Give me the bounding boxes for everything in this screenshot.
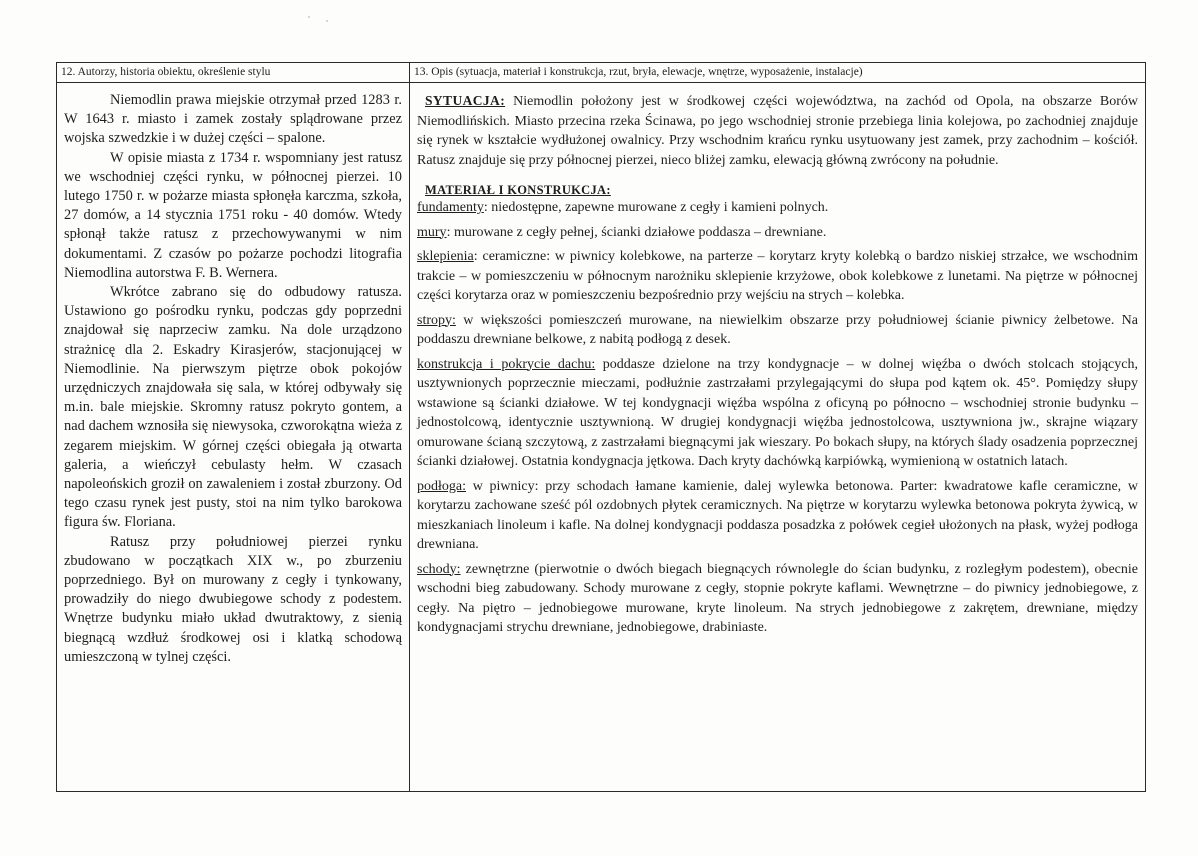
material-item [417,247,1138,306]
item-label: schody: [417,561,461,577]
item-text: w większości pomieszczeń murowane, na niewielkim obszarze przy południowej ścianie piwnicy żelbetowe. Na poddaszu drewniane belkowe, z nabitą podłogą z desek. [417,312,1138,347]
scan-speck [326,20,328,22]
item-label: konstrukcja i pokrycie dachu: [417,356,596,372]
material-item [417,198,1138,218]
item-text: : niedostępne, zapewne murowane z cegły i kamieni polnych. [483,200,829,215]
item-text: : murowane z cegły pełnej, ścianki działowe poddasza – drewniane. [446,224,827,240]
form-table [56,62,1146,792]
item-label: mury [417,224,447,240]
material-heading [417,182,1138,198]
item-text: poddasze dzielone na trzy kondygnacje – w dolnej więźba o dwóch stolcach stojących, usztywnionych poprzecznie mieczami, podłużnie zastrzałami przylegającymi do słupa pod kątem ok. 45°. Pomiędzy słupy wstawione są ścianki działowe. W tej kondygnacji więźba wspólna z oficyną po północno – wschodniej stronie budynku – jednostolcową, identycznie usztywnioną. W drugiej kondygnacji więźba jednostolcowa, usztywniona jw., skrajne wiązary omurowane ścianą szczytową, z zastrzałami biegnącymi jak wieszary. Po bokach słupy, na których ślady osadzenia poprzecznej ścianki działowej. Ostatnia kondygnacja jętkowa. Dach kryty dachówką karpiówką, wymienioną w ostatnich latach. [417,356,1138,469]
description-column [410,63,1145,791]
item-text: w piwnicy: przy schodach łamane kamienie, dalej wylewka betonowa. Parter: kwadratowe kafle ceramiczne, w korytarzu zachowane sześć pól ozdobnych płytek ceramicznych. Na piętrze w korytarzu wylewka betonowa pokryta żywicą, w mieszkaniach linoleum i kafle. Na dolnej kondygnacji poddasza posadzka z połówek cegieł ułożonych na płask, wyżej podłoga drewniana. [417,478,1138,552]
description-body [410,83,1145,791]
situation-text: Niemodlin położony jest w środkowej części województwa, na zachód od Opola, na obszarze Borów Niemodlińskich. Miasto przecina rzeka Ścinawa, po jego wschodniej stronie przebiega linia kolejowa, po zachodniej znajduje się rynek w kształcie wydłużonej owalnicy. Przy wschodnim krańcu rynku usytuowany jest zamek, przy zachodnim – kościół. Ratusz znajduje się przy północnej pierzei, nieco bliżej zamku, elewacją główną zwrócony na południe. [417,94,1138,168]
item-text: zewnętrzne (pierwotnie o dwóch biegach biegnących równolegle do ścian budynku, z rozległym podestem), obecnie wschodni bieg zabudowany. Schody murowane z cegły, stopnie pokryte kaflami. Wewnętrzne – do piwnicy jednobiegowe, z cegły. Na piętro – jednobiegowe murowane, kryte linoleum. Na strych jednobiegowe z zakrętem, drewniane, między kondygnacjami strychu drewniane, jednobiegowe, drabiniaste. [417,561,1138,635]
material-item [417,223,1138,243]
situation-paragraph [417,91,1138,170]
item-text: : ceramiczne: w piwnicy kolebkowe, na parterze – korytarz kryty kolebką o bardzo niskiej strzałce, we wschodnim trakcie – w pomieszczeniu w północnym narożniku sklepienie krzyżowe, obok kolebkowe z lunetami. Na piętrze w północnej części korytarza oraz w pomieszczeniu bezpośrednio przy wejściu na strych – kolebka. [417,249,1138,303]
item-label: podłoga: [417,478,466,494]
material-item [417,355,1138,472]
history-paragraph: Niemodlin prawa miejskie otrzymał przed 1283 r. W 1643 r. miasto i zamek zostały splądrowane przez wojska szwedzkie i w dużej części – spalone. [64,92,402,147]
history-header: 12. Autorzy, historia obiektu, określenie stylu [57,63,409,83]
situation-title: SYTUACJA: [425,93,506,108]
history-body [57,83,409,791]
material-item [417,477,1138,555]
item-label: fundamenty [417,200,484,215]
scan-speck [308,16,310,18]
history-paragraph: Ratusz przy południowej pierzei rynku zbudowano w początkach XIX w., po zburzeniu poprzedniego. Był on murowany z cegły i tynkowany, prowadziły do niego dwubiegowe schody z podestem. Wnętrze budynku miało układ dwutraktowy, z sienią biegnącą wzdłuż środkowej osi i klatką schodową umieszczoną w tylnej części. [64,533,402,665]
description-header: 13. Opis (sytuacja, materiał i konstrukcja, rzut, bryła, elewacje, wnętrze, wyposażenie, instalacje) [410,63,1145,83]
item-label: stropy: [417,312,456,328]
history-paragraph: Wkrótce zabrano się do odbudowy ratusza. Ustawiono go pośrodku rynku, podczas gdy poprzedni znajdował się naprzeciw zamku. Na dole urządzono strażnicę dla 2. Eskadry Kirasjerów, stacjonującej w Niemodlinie. Na pierwszym piętrze obok pokojów urzędniczych znajdowała się sala, w której odbywały się m.in. bale miejskie. Skromny ratusz pokryto gontem, a nad dachem wznosiła się niewysoka, czworokątna wieża z zegarem miejskim. W górnej części obiegała ją otwarta galeria, a wieńczył cebulasty hełm. W czasach napoleońskich groził on zawaleniem i został zburzony. Od tego czasu rynek jest pusty, stoi na nim tylko barokowa figura św. Floriana. [64,284,402,531]
material-item [417,311,1138,350]
material-item [417,560,1138,638]
history-paragraph: W opisie miasta z 1734 r. wspomniany jest ratusz we wschodniej części rynku, w północnej pierzei. 10 lutego 1750 r. w pożarze miasta spłonęła karczma, szkoła, 27 domów, a 14 stycznia 1751 roku - 40 domów. Wtedy spłonął także ratusz z przechowywanymi w nim dokumentami. Z czasów po pożarze pochodzi litografia Niemodlina autorstwa F. B. Wernera. [64,149,402,281]
material-title: MATERIAŁ I KONSTRUKCJA: [425,183,611,197]
item-label: sklepienia [417,249,474,264]
history-column [57,63,410,791]
